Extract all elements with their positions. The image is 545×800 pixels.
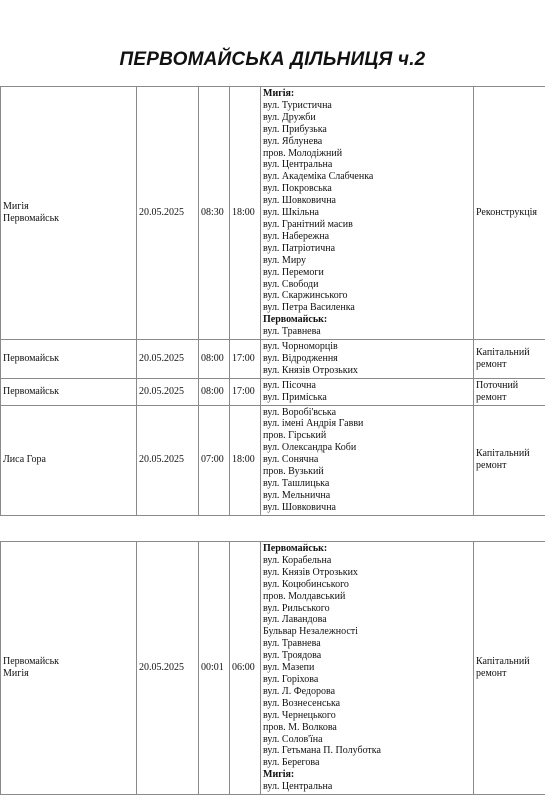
street-name: вул. Чернецького bbox=[263, 709, 336, 721]
location-cell bbox=[1, 405, 137, 515]
street-name: вул. Травнева bbox=[263, 638, 321, 650]
settlement-heading: Первомайськ: bbox=[263, 543, 328, 554]
date-cell: 20.05.2025 bbox=[137, 87, 199, 340]
street-name: вул. Мазепи bbox=[263, 662, 315, 674]
location-name: Мигія bbox=[3, 201, 29, 213]
work-type: Капітальний bbox=[476, 448, 530, 460]
street-name: вул. Приміська bbox=[263, 391, 327, 403]
street-name: вул. Троядова bbox=[263, 650, 322, 662]
start-time-cell: 07:00 bbox=[199, 405, 230, 515]
date-cell: 20.05.2025 bbox=[137, 378, 199, 405]
end-time-cell: 18:00 bbox=[230, 405, 261, 515]
street-name: вул. Гранітний масив bbox=[263, 218, 353, 230]
street-name: вул. Л. Федорова bbox=[263, 685, 336, 697]
street-name: вул. Князів Отрозьких bbox=[263, 566, 358, 578]
end-time-cell: 17:00 bbox=[230, 340, 261, 379]
settlement-heading: Мигія: bbox=[263, 88, 295, 99]
table-row bbox=[1, 87, 545, 340]
work-type: ремонт bbox=[476, 460, 507, 472]
street-name: вул. Центральна bbox=[263, 159, 333, 171]
work-type: ремонт bbox=[476, 391, 507, 403]
street-name: вул. Травнева bbox=[263, 326, 321, 338]
street-name: вул. Князів Отрозьких bbox=[263, 364, 358, 376]
work-type-cell bbox=[474, 542, 545, 795]
street-name: вул. Берегова bbox=[263, 757, 320, 769]
location-cell bbox=[1, 340, 137, 379]
date-cell: 20.05.2025 bbox=[137, 340, 199, 379]
end-time-cell: 06:00 bbox=[230, 542, 261, 795]
end-time-cell: 18:00 bbox=[230, 87, 261, 340]
location-name: Первомайськ bbox=[3, 213, 60, 225]
work-type: ремонт bbox=[476, 358, 507, 370]
table-row bbox=[1, 340, 545, 379]
street-name: вул. Відродження bbox=[263, 352, 338, 364]
settlement-heading: Первомайськ: bbox=[263, 314, 328, 326]
start-time-cell: 08:00 bbox=[199, 340, 230, 379]
start-time-cell: 08:00 bbox=[199, 378, 230, 405]
street-name: вул. Набережна bbox=[263, 230, 330, 242]
street-name: вул. Горіхова bbox=[263, 673, 319, 685]
street-name: пров. М. Волкова bbox=[263, 721, 337, 733]
street-name: вул. Центральна bbox=[263, 781, 333, 793]
start-time-cell: 08:30 bbox=[199, 87, 230, 340]
work-type: Капітальний bbox=[476, 656, 530, 668]
street-name: вул. Шкільна bbox=[263, 207, 319, 219]
street-name: вул. Дружби bbox=[263, 111, 316, 123]
street-name: вул. Прибузька bbox=[263, 123, 327, 135]
location-name: Мигія bbox=[3, 668, 29, 680]
street-name: вул. Ташлицька bbox=[263, 478, 330, 489]
location-cell bbox=[1, 87, 137, 340]
location-name: Первомайськ bbox=[3, 385, 60, 397]
work-type-cell bbox=[474, 405, 545, 515]
outage-table-1 bbox=[0, 86, 545, 516]
location-cell bbox=[1, 542, 137, 795]
location-name: Лиса Гора bbox=[3, 454, 46, 466]
work-type-cell bbox=[474, 340, 545, 379]
streets-cell bbox=[261, 340, 474, 379]
work-type-cell bbox=[474, 87, 545, 340]
street-name: вул. Свободи bbox=[263, 278, 319, 290]
settlement-heading: Мигія: bbox=[263, 769, 295, 781]
work-type: Капітальний bbox=[476, 346, 530, 358]
work-type: ремонт bbox=[476, 668, 507, 680]
street-name: вул. Гетьмана П. Полуботка bbox=[263, 745, 381, 757]
street-name: пров. Гірський bbox=[263, 430, 327, 442]
street-name: вул. Лавандова bbox=[263, 614, 327, 626]
outage-table-2 bbox=[0, 541, 545, 795]
streets-cell bbox=[261, 542, 474, 795]
street-name: вул. Яблунева bbox=[263, 135, 323, 147]
table-row bbox=[1, 378, 545, 405]
street-name: вул. Корабельна bbox=[263, 554, 332, 566]
street-name: вул. Академіка Слабченка bbox=[263, 171, 374, 183]
street-name: вул. Коцюбинського bbox=[263, 578, 349, 590]
street-name: вул. Олександра Коби bbox=[263, 442, 357, 454]
street-name: вул. Вознесенська bbox=[263, 697, 341, 709]
page-title: ПЕРВОМАЙСЬКА ДІЛЬНИЦЯ ч.2 bbox=[119, 49, 426, 70]
work-type: Поточний bbox=[476, 379, 519, 391]
street-name: Бульвар Незалежності bbox=[263, 626, 358, 638]
street-name: пров. Молдавський bbox=[263, 590, 346, 602]
street-name: вул. Сонячна bbox=[263, 454, 319, 466]
street-name: вул. Пісочна bbox=[263, 379, 316, 391]
street-name: вул. Мельнична bbox=[263, 489, 331, 501]
street-name: вул. Перемоги bbox=[263, 266, 324, 278]
street-name: вул. Солов'їна bbox=[263, 733, 323, 745]
street-name: вул. Туристична bbox=[263, 99, 332, 111]
street-name: вул. Воробі'вська bbox=[263, 406, 337, 418]
street-name: вул. Шовковична bbox=[263, 195, 336, 207]
work-type: Реконструкція bbox=[476, 207, 537, 219]
street-name: вул. Чорноморців bbox=[263, 341, 338, 353]
streets-cell bbox=[261, 87, 474, 340]
table-row bbox=[1, 405, 545, 515]
street-name: вул. Миру bbox=[263, 254, 307, 266]
street-name: вул. імені Андрія Гавви bbox=[263, 418, 364, 430]
location-cell bbox=[1, 378, 137, 405]
streets-cell bbox=[261, 378, 474, 405]
street-name: пров. Вузький bbox=[263, 466, 324, 478]
street-name: вул. Шовковична bbox=[263, 501, 336, 513]
street-name: вул. Патріотична bbox=[263, 242, 336, 254]
date-cell: 20.05.2025 bbox=[137, 405, 199, 515]
street-name: пров. Молодіжний bbox=[263, 147, 343, 159]
date-cell: 20.05.2025 bbox=[137, 542, 199, 795]
end-time-cell: 17:00 bbox=[230, 378, 261, 405]
work-type-cell bbox=[474, 378, 545, 405]
table-row bbox=[1, 542, 545, 795]
location-name: Первомайськ bbox=[3, 656, 60, 668]
street-name: вул. Петра Василенка bbox=[263, 302, 355, 314]
street-name: вул. Покровська bbox=[263, 183, 332, 195]
streets-cell bbox=[261, 405, 474, 515]
start-time-cell: 00:01 bbox=[199, 542, 230, 795]
street-name: вул. Скаржинського bbox=[263, 290, 348, 302]
street-name: вул. Рильського bbox=[263, 602, 330, 614]
location-name: Первомайськ bbox=[3, 352, 60, 364]
